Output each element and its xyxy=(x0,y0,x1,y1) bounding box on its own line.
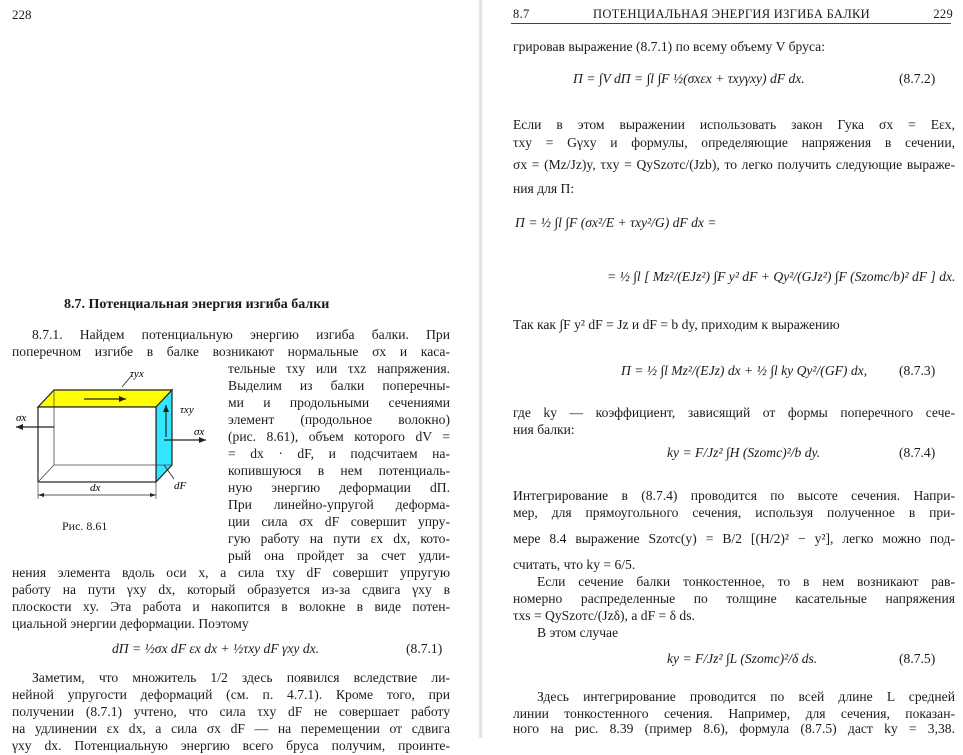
beam-element-figure xyxy=(14,365,214,515)
text-line: τxs = QySzотс/(Jzδ), а dF = δ ds. xyxy=(513,608,695,623)
text-line: Если в этом выражении использовать закон Гука σx = Eεx, xyxy=(513,117,955,132)
text-line: В этом случае xyxy=(537,625,619,640)
text-line: тельные τxy или τxz напряжения. xyxy=(228,361,450,376)
figure-label: τxy xyxy=(180,404,194,416)
figure-label: τyx xyxy=(130,368,144,380)
figure-label: σx xyxy=(16,412,27,424)
text-line: получении (8.7.1) учтено, что сила τxy dF не совершает работу xyxy=(12,704,450,719)
section-heading: 8.7. Потенциальная энергия изгиба балки xyxy=(64,297,330,312)
running-title: ПОТЕНЦИАЛЬНАЯ ЭНЕРГИЯ ИЗГИБА БАЛКИ xyxy=(593,7,870,21)
text-line: считать, что ky = 6/5. xyxy=(513,557,636,572)
equation-number: (8.7.2) xyxy=(899,71,936,86)
equation-number: (8.7.5) xyxy=(899,651,936,666)
text-line: работу на пути γxy dx, который образуется из-за сдвига γxy в xyxy=(12,582,450,597)
equation-pi-part-b: = ½ ∫l [ Mz²/(EJz²) ∫F y² dF + Qy²/(GJz²) ∫F (Szотс/b)² dF ] dx. xyxy=(607,269,956,284)
equation-8-7-3: П = ½ ∫l Mz²/(EJz) dx + ½ ∫l ky Qy²/(GF) dx, xyxy=(621,363,868,378)
left-page xyxy=(0,0,481,753)
page-number-left: 228 xyxy=(12,7,32,22)
equation-8-7-4: ky = F/Jz² ∫H (Szотс)²/b dy. xyxy=(667,445,821,460)
text-line: копившуюся в нем потенциаль- xyxy=(228,463,450,478)
text-line: ния балки: xyxy=(513,422,575,437)
figure-caption: Рис. 8.61 xyxy=(62,519,108,533)
text-line: линии тонкостенного сечения. Например, для сечения, показан- xyxy=(513,706,955,721)
text-line: циальной энергии деформации. Поэтому xyxy=(12,616,249,631)
equation-number: (8.7.4) xyxy=(899,445,936,460)
text-line: нейной упругости деформаций (см. п. 4.7.1). Кроме того, при xyxy=(12,687,450,702)
right-page xyxy=(481,0,963,738)
text-line: Заметим, что множитель 1/2 здесь появился вследствие ли- xyxy=(32,670,450,685)
text-line: мер, для прямоугольного сечения, используя полученное в при- xyxy=(513,505,955,520)
text-line: гую работу на пути εx dx, кото- xyxy=(228,531,450,546)
text-line: ного на рис. 8.39 (пример 8.6), формула (8.7.5) даст ky = 3,38. xyxy=(513,721,955,736)
text-line: γxy dx. Потенциальную энергию всего бруса получим, проинте- xyxy=(12,738,450,753)
text-line: нения элемента вдоль оси x, а сила τxy dF совершит упругую xyxy=(12,565,450,580)
figure-label: dF xyxy=(174,480,187,492)
text-line: Выделим из балки поперечны- xyxy=(228,378,450,393)
equation-number: (8.7.3) xyxy=(899,363,936,378)
header-rule xyxy=(511,23,951,24)
text-line: ции сила σx dF совершит упру- xyxy=(228,514,450,529)
text-line: = dx · dF, и подсчитаем на- xyxy=(228,446,450,461)
text-line: ми и продольными сечениями xyxy=(228,395,450,410)
text-line: элемент (продольное волокно) xyxy=(228,412,450,427)
equation-8-7-5: ky = F/Jz² ∫L (Szотс)²/δ ds. xyxy=(667,651,818,666)
text-line: грировав выражение (8.7.1) по всему объему V бруса: xyxy=(513,39,825,54)
text-line: мере 8.4 выражение Szотс(y) = B/2 [(H/2)² − y²], легко можно под- xyxy=(513,531,955,546)
equation-8-7-2: П = ∫V dП = ∫l ∫F ½(σxεx + τxyγxy) dF dx. xyxy=(573,71,805,86)
equation-number: (8.7.1) xyxy=(406,641,443,656)
text-line: ную энергию деформации dП. xyxy=(228,480,450,495)
text-line: рый она пройдет за счет удли- xyxy=(228,548,450,563)
figure-label: dx xyxy=(90,482,101,494)
figure-label: σx xyxy=(194,426,205,438)
text-line: где ky — коэффициент, зависящий от формы поперечного сече- xyxy=(513,405,955,420)
text-line: Если сечение балки тонкостенное, то в нем возникают рав- xyxy=(537,574,955,589)
equation-8-7-1: dП = ½σx dF εx dx + ½τxy dF γxy dx. xyxy=(112,641,320,656)
text-line: Интегрирование в (8.7.4) проводится по высоте сечения. Напри- xyxy=(513,488,955,503)
text-line: (рис. 8.61), объем которого dV = xyxy=(228,429,450,444)
text-line: 8.7.1. Найдем потенциальную энергию изгиба балки. При xyxy=(32,327,450,342)
text-line: поперечном изгибе в балке возникают нормальные σx и каса- xyxy=(12,344,450,359)
text-line: на удлинении εx dx, а сила σx dF — на перемещении от сдвига xyxy=(12,721,450,736)
page-number-right: 229 xyxy=(933,7,953,21)
text-line: τxy = Gγxy и формулы, определяющие напряжения в сечении, xyxy=(513,135,955,150)
equation-pi-part-a: П = ½ ∫l ∫F (σx²/E + τxy²/G) dF dx = xyxy=(515,215,717,230)
text-line: номерно распределенные по толщине касательные напряжения xyxy=(513,591,955,606)
text-line: σx = (Mz/Jz)y, τxy = QySzотс/(Jzb), то легко получить следующие выраже- xyxy=(513,157,955,172)
running-section: 8.7 xyxy=(513,7,530,21)
text-line: Здесь интегрирование проводится по всей длине L средней xyxy=(537,689,955,704)
text-line: Так как ∫F y² dF = Jz и dF = b dy, приходим к выражению xyxy=(513,317,840,332)
text-line: ния для П: xyxy=(513,181,575,196)
text-line: плоскости xy. Эта работа и накопится в волокне в виде потен- xyxy=(12,599,450,614)
text-line: При линейно-упругой деформа- xyxy=(228,497,450,512)
